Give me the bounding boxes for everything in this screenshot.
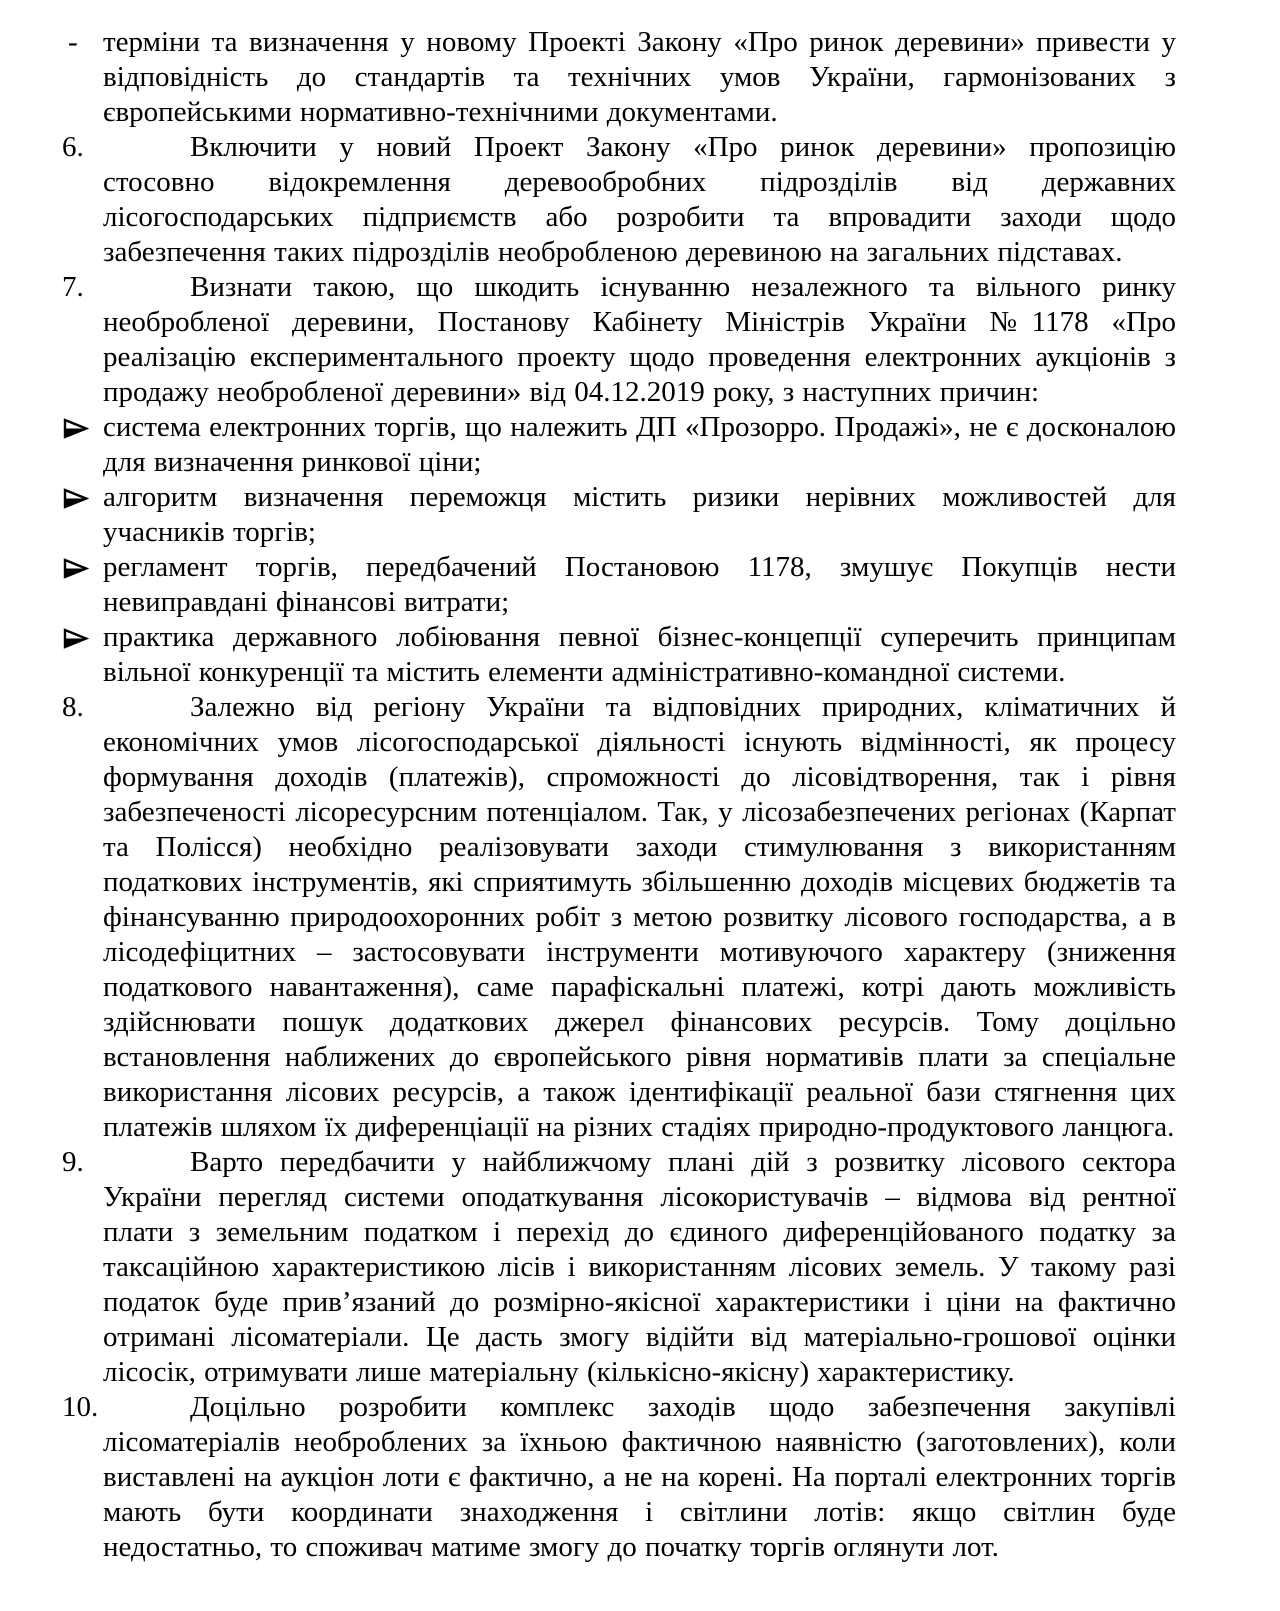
arrowhead-bullet-icon [62, 620, 103, 649]
list-item-8 [62, 690, 1176, 1145]
paragraph-text: регламент торгів, передбачений Постановою 1178, змушує Покупців нести невиправдані фінансові витрати; [103, 551, 1176, 618]
list-item-bullet [62, 550, 1176, 620]
arrowhead-bullet-icon [62, 480, 103, 509]
list-item-7 [62, 270, 1176, 410]
list-item-6 [62, 130, 1176, 270]
list-item-bullet [62, 480, 1176, 550]
list-item-bullet [62, 620, 1176, 690]
paragraph-text: Залежно від регіону України та відповідних природних, кліматичних й економічних умов лісогосподарської діяльності існують відмінності, як процесу формування доходів (платежів), спроможності до лісовідтворення, так і рівня забезпеченості лісоресурсним потенціалом. Так, у лісозабезпечених регіонах (Карпат та Полісся) необхідно реалізовувати заходи стимулювання з використанням податкових інструментів, які сприятимуть збільшенню доходів місцевих бюджетів та фінансуванню природоохоронних робіт з метою розвитку лісового господарства, а в лісодефіцитних – застосовувати інструменти мотивуючого характеру (зниження податкового навантаження), саме парафіскальні платежі, котрі дають можливість здійснювати пошук додаткових джерел фінансових ресурсів. Тому доцільно встановлення наближених до європейського рівня нормативів плати за спеціальне використання лісових ресурсів, а також ідентифікації реальної бази стягнення цих платежів шляхом їх диференціації на різних стадіях природно-продуктового ланцюга. [103, 691, 1176, 1143]
list-number: 6. [62, 131, 84, 163]
arrowhead-bullet-icon [62, 550, 103, 579]
list-item-bullet [62, 410, 1176, 480]
list-item-9 [62, 1145, 1176, 1390]
list-number: 9. [62, 1146, 84, 1178]
list-number: 7. [62, 271, 84, 303]
list-item-dash [62, 25, 1176, 130]
list-number: 10. [62, 1391, 99, 1423]
paragraph-text: терміни та визначення у новому Проекті Закону «Про ринок деревини» привести у відповідність до стандартів та технічних умов України, гармонізованих з європейськими нормативно-технічними документами. [103, 26, 1176, 128]
arrowhead-bullet-icon [62, 410, 103, 439]
paragraph-text: Доцільно розробити комплекс заходів щодо забезпечення закупівлі лісоматеріалів необроблених за їхньою фактичною наявністю (заготовлених), коли виставлені на аукціон лоти є фактично, а не на корені. На порталі електронних торгів мають бути координати знаходження і світлини лотів: якщо світлин буде недостатньо, то споживач матиме змогу до початку торгів оглянути лот. [103, 1391, 1176, 1563]
dash-marker: - [68, 26, 78, 58]
paragraph-text: Включити у новий Проект Закону «Про ринок деревини» пропозицію стосовно відокремлення деревообробних підрозділів від державних лісогосподарських підприємств або розробити та впровадити заходи щодо забезпечення таких підрозділів необробленою деревиною на загальних підставах. [103, 131, 1176, 268]
paragraph-text: практика державного лобіювання певної бізнес-концепції суперечить принципам вільної конкуренції та містить елементи адміністративно-командної системи. [103, 621, 1176, 688]
paragraph-text: Визнати такою, що шкодить існуванню незалежного та вільного ринку необробленої деревини, Постанову Кабінету Міністрів України №1178 «Про реалізацію експериментального проекту щодо проведення електронних аукціонів з продажу необробленої деревини» від 04.12.2019 року, з наступних причин: [103, 271, 1176, 408]
list-item-10 [62, 1390, 1176, 1565]
paragraph-text: система електронних торгів, що належить ДП «Прозорро. Продажі», не є досконалою для визначення ринкової ціни; [103, 411, 1176, 478]
paragraph-text: Варто передбачити у найближчому плані дій з розвитку лісового сектора України перегляд системи оподаткування лісокористувачів – відмова від рентної плати з земельним податком і перехід до єдиного диференційованого податку за таксаційною характеристикою лісів і використанням лісових земель. У такому разі податок буде прив’язаний до розмірно-якісної характеристики і ціни на фактично отримані лісоматеріали. Це дасть змогу відійти від матеріально-грошової оцінки лісосік, отримувати лише матеріальну (кількісно-якісну) характеристику. [103, 1146, 1176, 1388]
paragraph-text: алгоритм визначення переможця містить ризики нерівних можливостей для учасників торгів; [103, 481, 1176, 548]
list-number: 8. [62, 691, 84, 723]
